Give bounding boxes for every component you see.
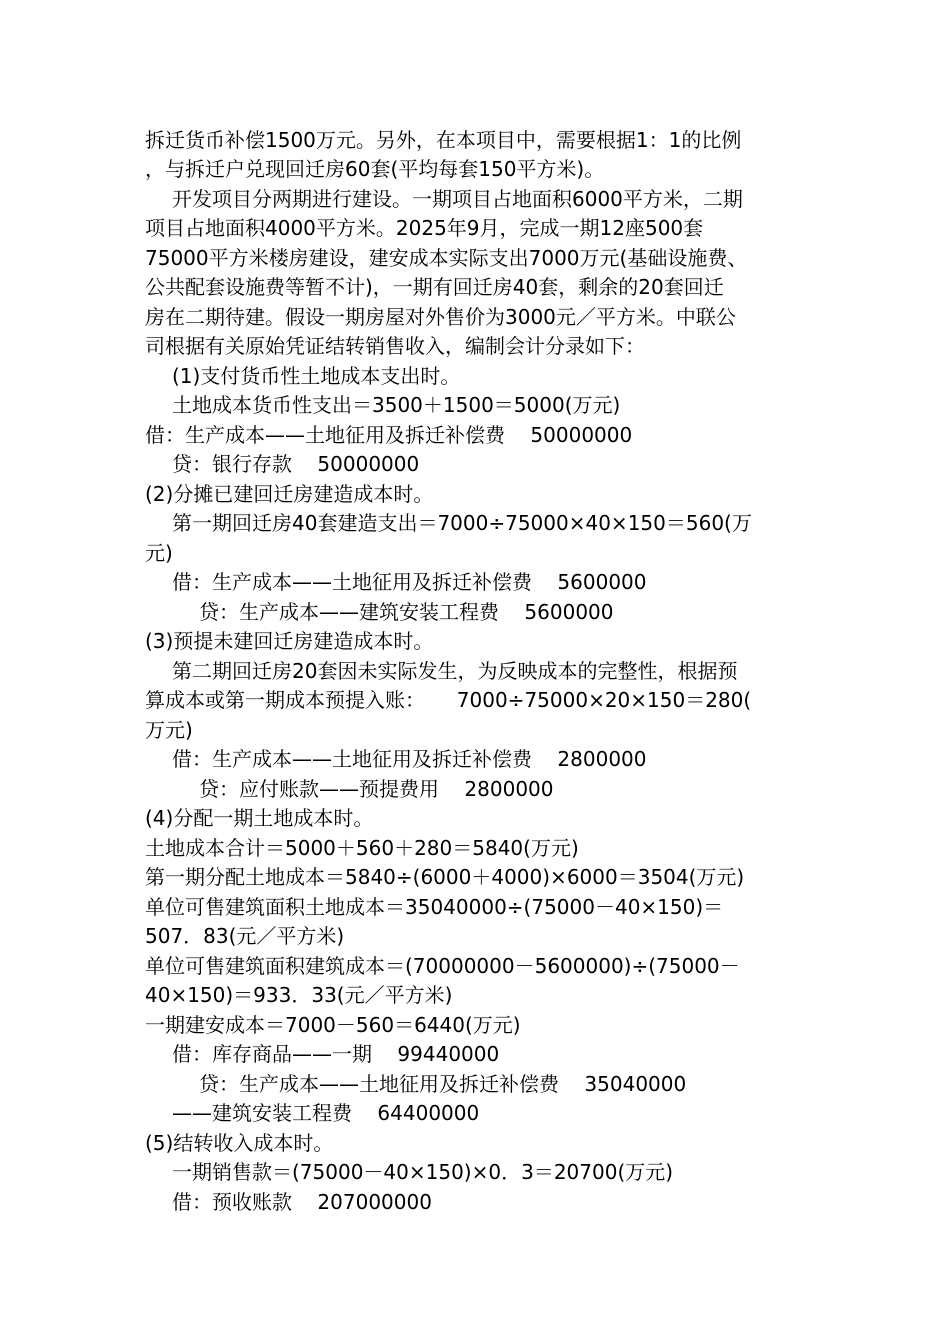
section-heading: (4)分配一期土地成本时。 [145, 806, 374, 830]
formula-line: 一期销售款＝(75000－40×150)×0．3＝20700(万元) [172, 1160, 674, 1184]
paragraph-line: 公共配套设施费等暂不计)，一期有回迁房40套，剩余的20套回迁 [145, 275, 724, 299]
formula-line: 元) [145, 541, 173, 565]
formula-line: 507．83(元／平方米) [145, 924, 345, 948]
journal-credit: ——建筑安装工程费 64400000 [172, 1101, 480, 1125]
paragraph-line: 项目占地面积4000平方米。2025年9月，完成一期12座500套 [145, 216, 704, 240]
section-heading: (2)分摊已建回迁房建造成本时。 [145, 482, 434, 506]
section-heading: (1)支付货币性土地成本支出时。 [172, 364, 461, 388]
journal-debit: 借：生产成本——土地征用及拆迁补偿费 2800000 [172, 747, 647, 771]
formula-line: 40×150)＝933．33(元／平方米) [145, 983, 453, 1007]
journal-credit: 贷：生产成本——土地征用及拆迁补偿费 35040000 [199, 1072, 687, 1096]
journal-debit: 借：预收账款 207000000 [172, 1190, 432, 1214]
paragraph-line: 司根据有关原始凭证结转销售收入，编制会计分录如下： [145, 334, 645, 358]
paragraph-line: 算成本或第一期成本预提入账： 7000÷75000×20×150＝280( [145, 688, 752, 712]
section-heading: (5)结转收入成本时。 [145, 1131, 334, 1155]
section-heading: (3)预提未建回迁房建造成本时。 [145, 629, 434, 653]
paragraph-line: 拆迁货币补偿1500万元。另外，在本项目中，需要根据1：1的比例 [145, 128, 742, 152]
formula-line: 单位可售建筑面积建筑成本＝(70000000－5600000)÷(75000－ [145, 954, 740, 978]
paragraph-line: 房在二期待建。假设一期房屋对外售价为3000元／平方米。中联公 [145, 305, 736, 329]
journal-credit: 贷：应付账款——预提费用 2800000 [199, 777, 554, 801]
formula-line: 第一期回迁房40套建造支出＝7000÷75000×40×150＝560(万 [172, 511, 752, 535]
journal-debit: 借：生产成本——土地征用及拆迁补偿费 50000000 [145, 423, 633, 447]
journal-credit: 贷：生产成本——建筑安装工程费 5600000 [199, 600, 614, 624]
journal-debit: 借：生产成本——土地征用及拆迁补偿费 5600000 [172, 570, 647, 594]
paragraph-line: 75000平方米楼房建设，建安成本实际支出7000万元(基础设施费、 [145, 246, 748, 270]
formula-line: 土地成本货币性支出＝3500＋1500＝5000(万元) [172, 393, 621, 417]
paragraph-line: 第二期回迁房20套因未实际发生，为反映成本的完整性，根据预 [172, 659, 738, 683]
paragraph-line: 开发项目分两期进行建设。一期项目占地面积6000平方米，二期 [172, 187, 743, 211]
paragraph-line: ，与拆迁户兑现回迁房60套(平均每套150平方米)。 [145, 157, 605, 181]
journal-debit: 借：库存商品——一期 99440000 [172, 1042, 500, 1066]
formula-line: 土地成本合计＝5000＋560＋280＝5840(万元) [145, 836, 579, 860]
journal-credit: 贷：银行存款 50000000 [172, 452, 420, 476]
formula-line: 单位可售建筑面积土地成本＝35040000÷(75000－40×150)＝ [145, 895, 724, 919]
formula-line: 一期建安成本＝7000－560＝6440(万元) [145, 1013, 521, 1037]
paragraph-line: 万元) [145, 718, 193, 742]
formula-line: 第一期分配土地成本＝5840÷(6000＋4000)×6000＝3504(万元) [145, 865, 745, 889]
